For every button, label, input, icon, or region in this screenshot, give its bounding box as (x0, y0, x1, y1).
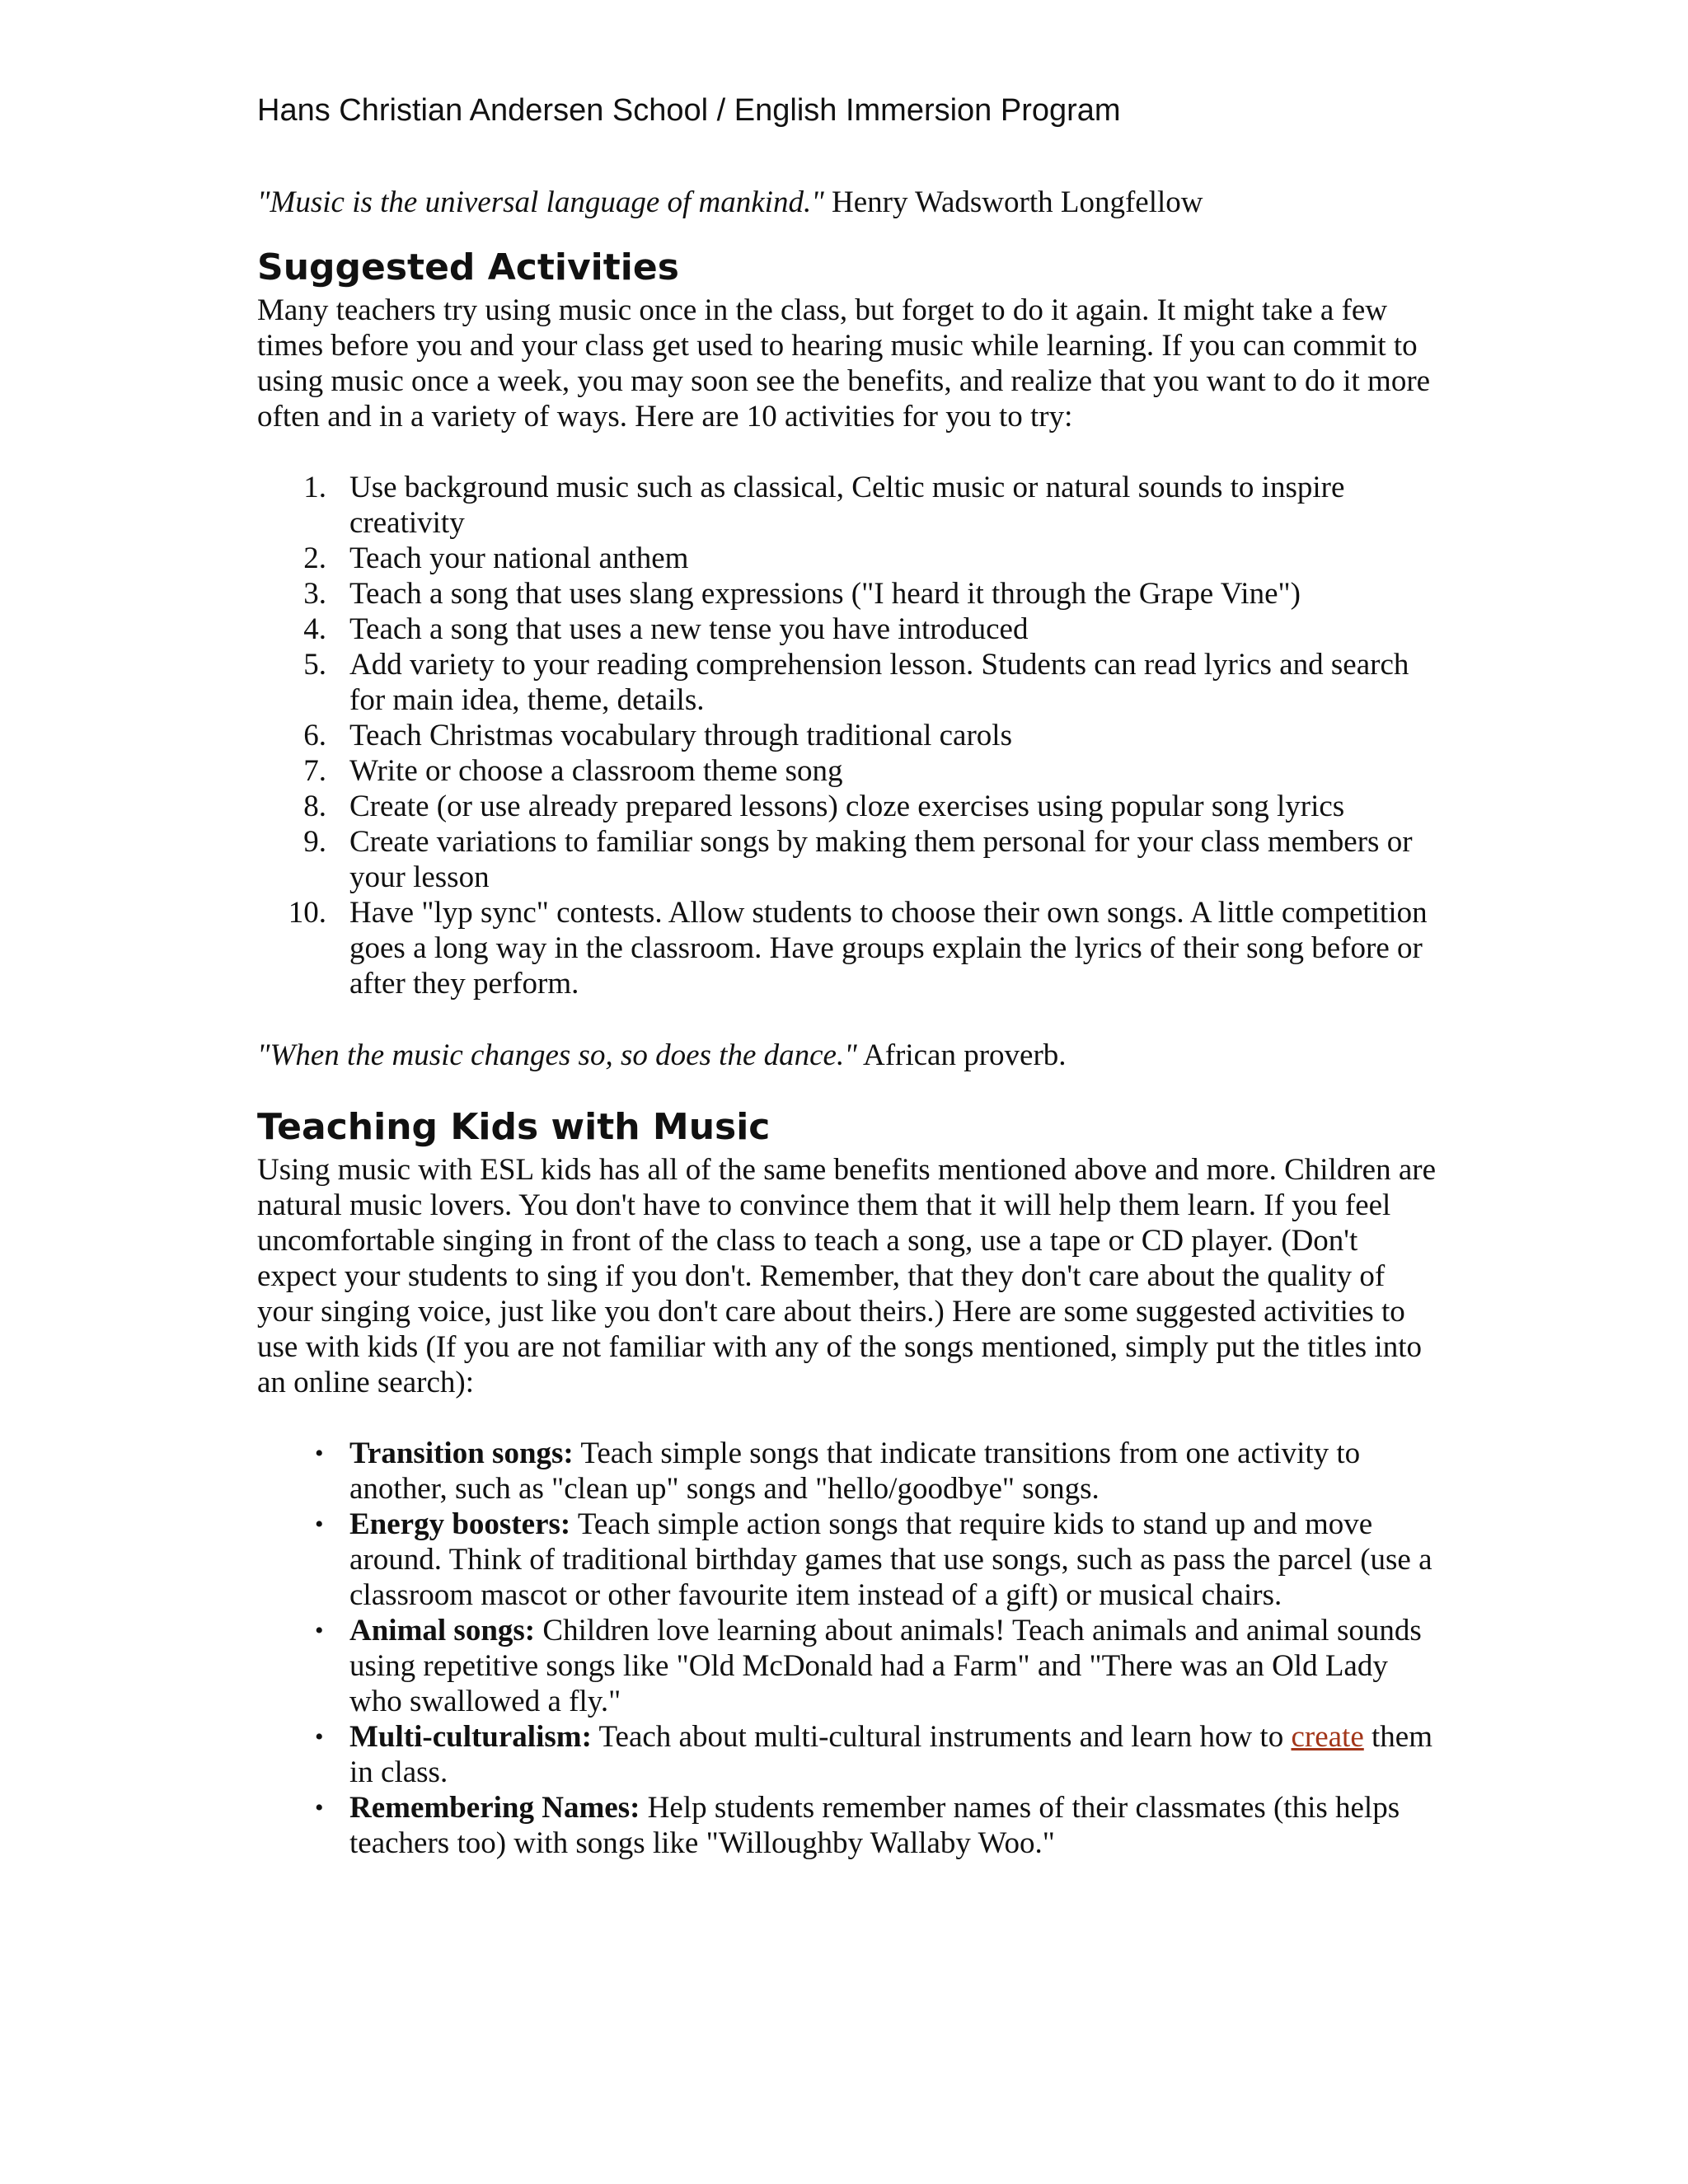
list-item-text: Teach your national anthem (349, 541, 689, 575)
list-item (257, 1613, 1444, 1719)
list-item (257, 718, 1444, 753)
list-item (257, 612, 1444, 647)
list-number: 5. (303, 648, 326, 682)
list-item-text: Teach a song that uses slang expressions ("I heard it through the Grape Vine") (349, 577, 1301, 611)
list-number: 9. (303, 825, 326, 859)
list-item (257, 789, 1444, 824)
item-label: Animal songs: (349, 1614, 536, 1647)
section-heading-teaching-kids: Teaching Kids with Music (257, 1106, 771, 1148)
item-text: Teach about multi-cultural instruments and learn how to (598, 1720, 1284, 1754)
section-heading-suggested-activities: Suggested Activities (257, 246, 679, 288)
list-number: 3. (303, 577, 326, 611)
activities-list (257, 470, 1444, 1001)
list-number: 1. (303, 471, 326, 504)
item-text: Help students remember names of their classmates (this helps teachers too) with songs like "Willoughby Wallaby Woo." (349, 1791, 1400, 1860)
list-item (257, 576, 1444, 612)
bullet-icon: • (315, 1723, 324, 1750)
list-number: 4. (303, 612, 326, 646)
list-item (257, 1719, 1444, 1790)
bullet-icon: • (315, 1617, 324, 1644)
list-item (257, 1507, 1444, 1613)
list-item (257, 541, 1444, 576)
list-number: 2. (303, 541, 326, 575)
list-number: 8. (303, 790, 326, 823)
list-item (257, 895, 1444, 1001)
teaching-kids-intro: Using music with ESL kids has all of the same benefits mentioned above and more. Children are natural music lovers. You don't have to convince them that it will help them learn. If you feel uncomfortable singing in front of the class to teach a song, use a tape or CD player. (Don't expect your students to sing if you don't. Remember, that they don't care about the quality of your singing voice, just like you don't care about theirs.) Here are some suggested activities to use with kids (If you are not familiar with any of the songs mentioned, simply put the titles into an online search): (257, 1153, 1436, 1399)
list-item (257, 647, 1444, 718)
quote-author: Henry Wadsworth Longfellow (831, 185, 1203, 219)
list-item-text: Write or choose a classroom theme song (349, 754, 843, 788)
list-number: 10. (288, 896, 326, 930)
item-label: Multi-culturalism: (349, 1720, 592, 1754)
item-label: Remembering Names: (349, 1791, 640, 1825)
list-item-text: Have "lyp sync" contests. Allow students to choose their own songs. A little competition goes a long way in the classroom. Have groups explain the lyrics of their song before or after they perform. (349, 896, 1428, 1001)
list-item-text: Use background music such as classical, Celtic music or natural sounds to inspire creativity (349, 471, 1345, 540)
quote-text: "When the music changes so, so does the dance." (257, 1038, 857, 1072)
list-item-text: Create variations to familiar songs by making them personal for your class members or your lesson (349, 825, 1413, 894)
kids-activities-list (257, 1436, 1444, 1861)
list-item (257, 470, 1444, 541)
list-item (257, 824, 1444, 895)
page-header: Hans Christian Andersen School / English Immersion Program (257, 93, 1121, 128)
item-text: Teach simple action songs that require kids to stand up and move around. Think of traditional birthday games that use songs, such as pass the parcel (use a classroom mascot or other favourite item instead of a gift) or musical chairs. (349, 1507, 1432, 1612)
list-number: 7. (303, 754, 326, 788)
list-item-text: Create (or use already prepared lessons) cloze exercises using popular song lyrics (349, 790, 1345, 823)
item-label: Energy boosters: (349, 1507, 571, 1541)
item-text: them in class. (349, 1720, 1432, 1789)
item-text: Children love learning about animals! Teach animals and animal sounds using repetitive songs like "Old McDonald had a Farm" and "There was an Old Lady who swallowed a fly." (349, 1614, 1422, 1718)
create-link[interactable]: create (1291, 1720, 1364, 1754)
list-item-text: Add variety to your reading comprehension lesson. Students can read lyrics and search for main idea, theme, details. (349, 648, 1409, 717)
list-item-text: Teach Christmas vocabulary through traditional carols (349, 719, 1012, 752)
african-proverb-quote (257, 1038, 1444, 1073)
list-number: 6. (303, 719, 326, 752)
item-label: Transition songs: (349, 1436, 574, 1470)
item-text: Teach simple songs that indicate transitions from one activity to another, such as "clean up" songs and "hello/goodbye" songs. (349, 1436, 1361, 1506)
longfellow-quote (257, 185, 1444, 220)
quote-author: African proverb. (862, 1038, 1067, 1072)
bullet-icon: • (315, 1440, 324, 1467)
bullet-icon: • (315, 1794, 324, 1821)
bullet-icon: • (315, 1511, 324, 1538)
document-page (257, 86, 1444, 1861)
list-item (257, 1790, 1444, 1861)
list-item-text: Teach a song that uses a new tense you have introduced (349, 612, 1029, 646)
list-item (257, 753, 1444, 789)
list-item (257, 1436, 1444, 1507)
suggested-activities-intro: Many teachers try using music once in the class, but forget to do it again. It might take a few times before you and your class get used to hearing music while learning. If you can commit to using music once a week, you may soon see the benefits, and realize that you want to do it more often and in a variety of ways. Here are 10 activities for you to try: (257, 293, 1431, 434)
quote-text: "Music is the universal language of mankind." (257, 185, 824, 219)
